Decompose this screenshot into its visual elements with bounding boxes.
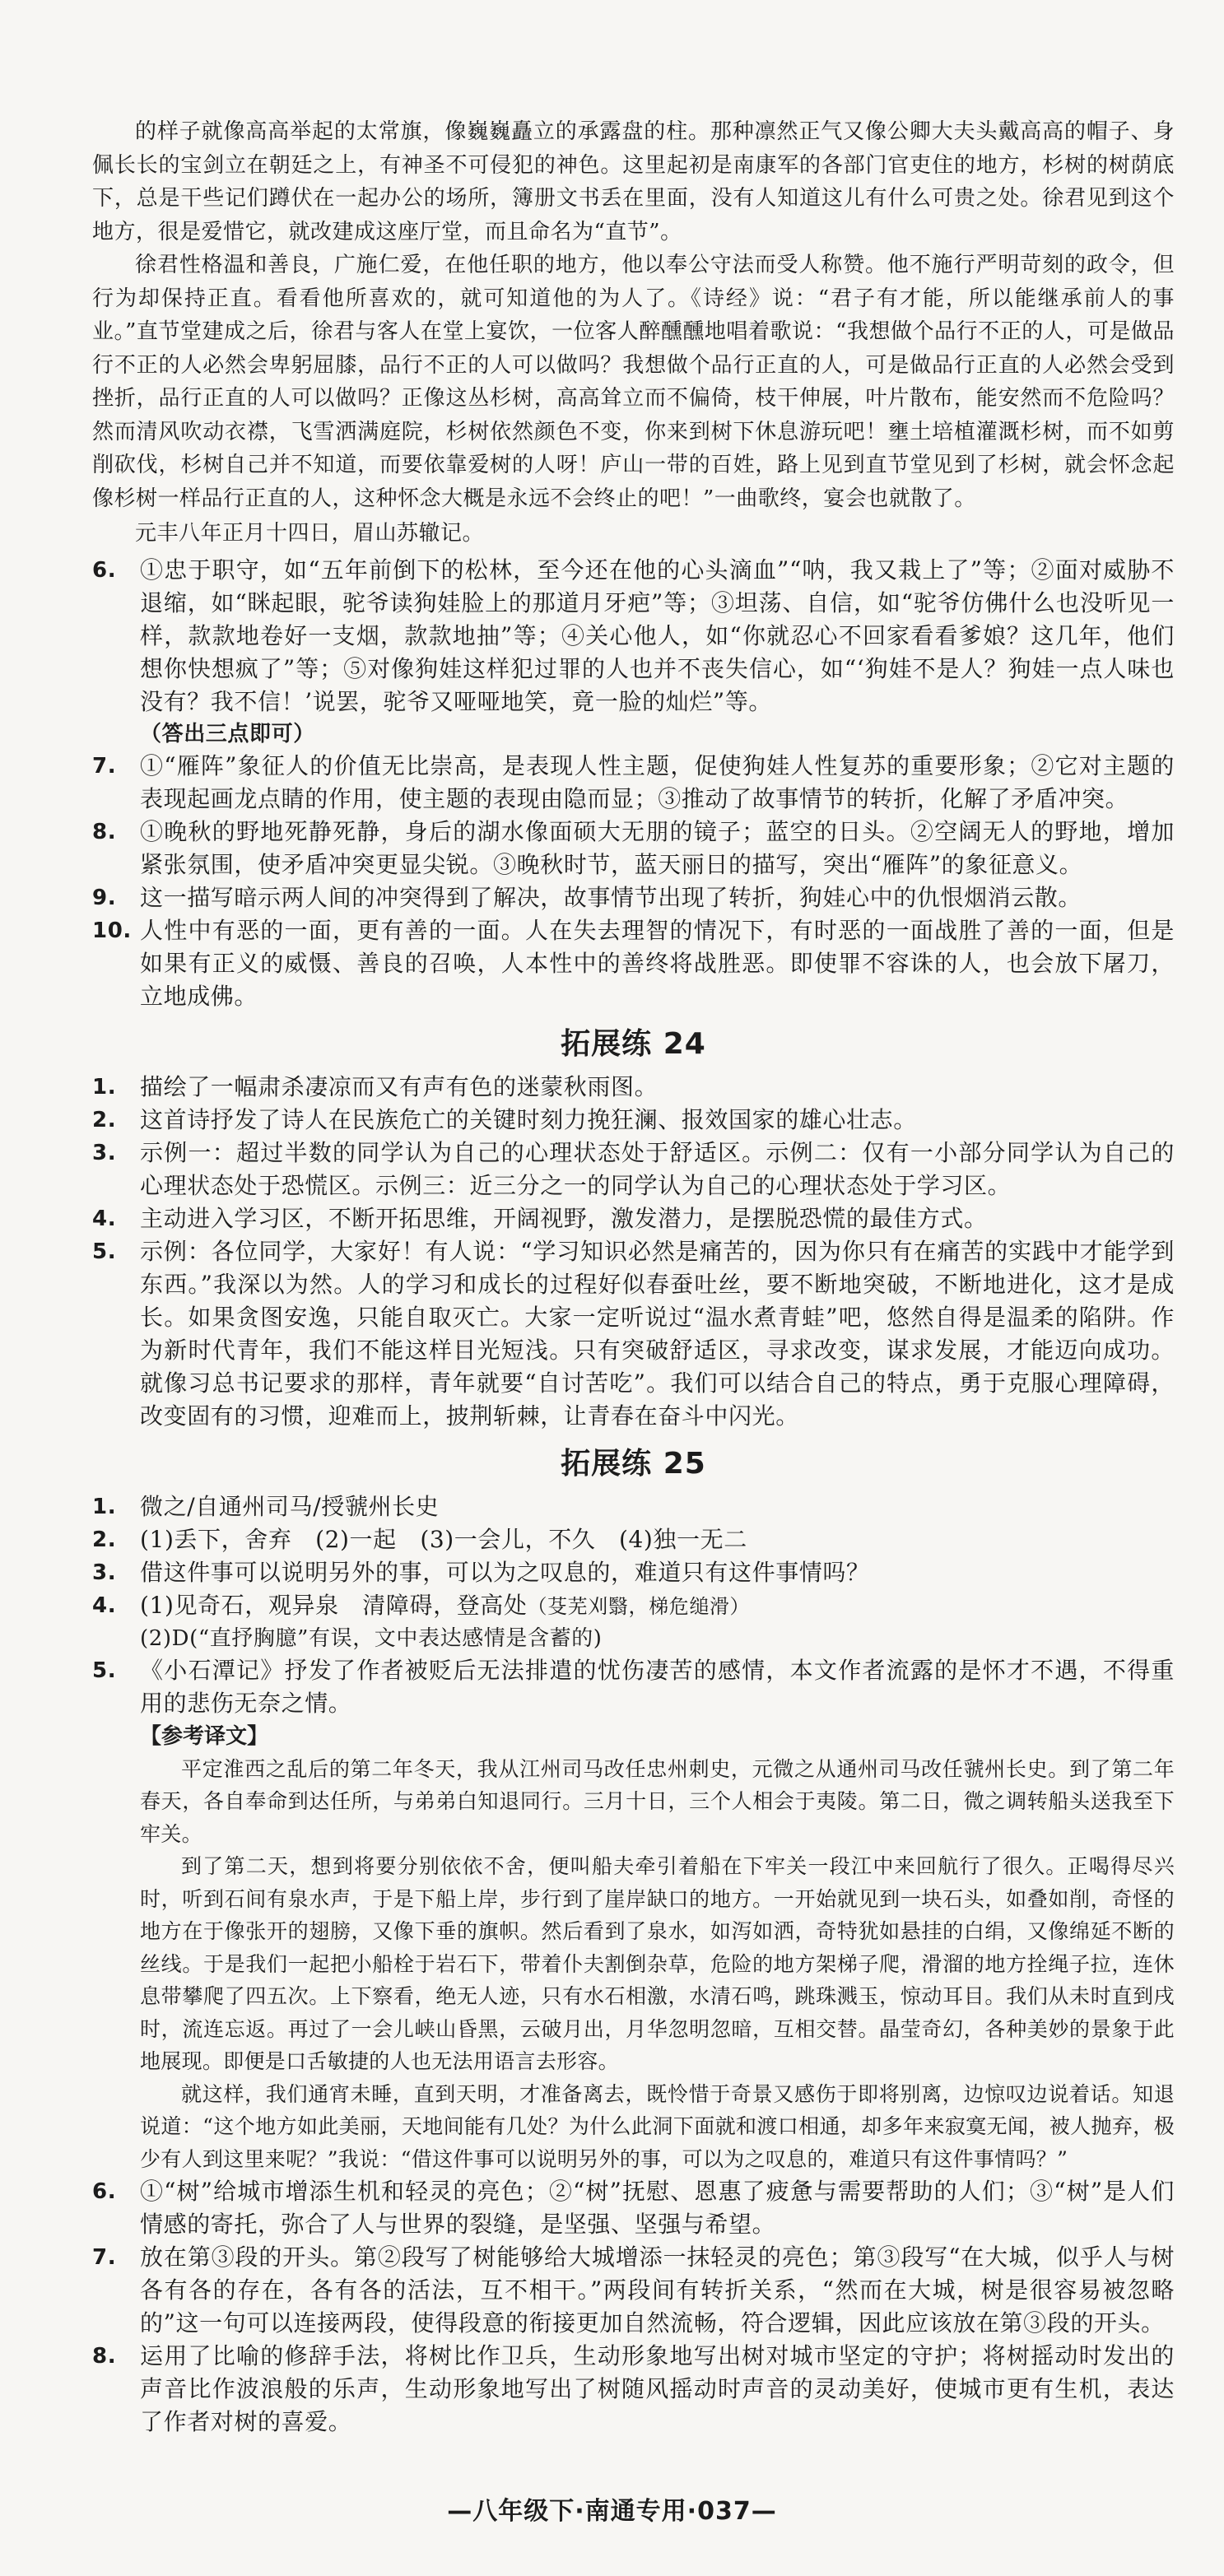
item-number: 4. [92, 1593, 117, 1618]
item-number: 3. [92, 1140, 117, 1165]
item-number: 7. [92, 753, 117, 779]
intro-paragraph-1: 的样子就像高高举起的太常旗，像巍巍矗立的承露盘的柱。那种凛然正气又像公卿大夫头戴高高的帽子、身佩长长的宝剑立在朝廷之上，有神圣不可侵犯的神色。这里起初是南康军的各部门官吏住的地方，杉树的树荫底下，总是干些记们蹲伏在一起办公的场所，簿册文书丢在里面，没有人知道这儿有什么可贵之处。徐君见到这个地方，很是爱惜它，就改建成这座厅堂，而且命名为“直节”。 [92, 119, 1175, 244]
item-number: 2. [92, 1107, 117, 1132]
item-text: 这首诗抒发了诗人在民族危亡的关键时刻力挽狂澜、报效国家的雄心壮志。 [140, 1105, 917, 1133]
item-text: 示例一：超过半数的同学认为自己的心理状态处于舒适区。示例二：仅有一小部分同学认为自己的心理状态处于恐慌区。示例三：近三分之一的同学认为自己的心理状态处于学习区。 [140, 1138, 1175, 1199]
answer-item [92, 914, 1175, 1013]
reference-translation-title: 【参考译文】 [140, 1723, 269, 1749]
intro-signoff: 元丰八年正月十四日，眉山苏辙记。 [135, 521, 485, 546]
item-text: 描绘了一幅肃杀凄凉而又有声有色的迷蒙秋雨图。 [140, 1072, 659, 1100]
answer-item [92, 816, 1175, 881]
intro-translation [92, 115, 1175, 551]
item-text: ①晚秋的野地死静死静，身后的湖水像面硕大无朋的镜子；蓝空的日头。②空阔无人的野地，增加紧张氛围，使矛盾冲突更显尖锐。③晚秋时节，蓝天丽日的描写，突出“雁阵”的象征意义。 [140, 817, 1175, 878]
answer-item [92, 881, 1175, 914]
section-24-list [92, 1071, 1175, 1433]
answer-item [92, 1589, 1175, 1654]
answer-item [92, 1654, 1175, 1720]
translation-paragraph-2: 到了第二天，想到将要分别依依不舍，便叫船夫牵引着船在下牢关一段江中来回航行了很久。正喝得尽兴时，听到石间有泉水声，于是下船上岸，步行到了崖岸缺口的地方。一开始就见到一块石头，如叠如削，奇怪的地方在于像张开的翅膀，又像下垂的旗帜。然后看到了泉水，如泻如洒，奇特犹如悬挂的白绢，又像绵延不断的丝线。于是我们一起把小船栓于岩石下，带着仆夫割倒杂草，危险的地方架梯子爬，滑溜的地方拴绳子拉，连休息带攀爬了四五次。上下察看，绝无人迹，只有水石相激，水清石鸣，跳珠溅玉，惊动耳目。我们从未时直到戌时，流连忘返。再过了一会儿峡山昏黑，云破月出，月华忽明忽暗，互相交替。晶莹奇幻，各种美妙的景象于此地展现。即便是口舌敏捷的人也无法用语言去形容。 [140, 1854, 1175, 2073]
item-number: 2. [92, 1527, 117, 1552]
answer-item [92, 750, 1175, 816]
item-number: 5. [92, 1239, 117, 1264]
answer-item [92, 1202, 1175, 1235]
item-number: 3. [92, 1560, 117, 1585]
item-number: 1. [92, 1494, 117, 1519]
item-number: 1. [92, 1074, 117, 1100]
item-text: ①“树”给城市增添生机和轻灵的亮色；②“树”抚慰、恩惠了疲惫与需要帮助的人们；③“树”是人们情感的寄托，弥合了人与世界的裂缝，是坚强、坚强与希望。 [140, 2178, 1175, 2238]
item-number: 8. [92, 2344, 117, 2369]
section-25-title: 拓展练 25 [561, 1446, 706, 1481]
item-subline: (2)D(“直抒胸臆”有误，文中表达感情是含蓄的) [140, 1625, 603, 1651]
intro-paragraph-2: 徐君性格温和善良，广施仁爱，在他任职的地方，他以奉公守法而受人称赞。他不施行严明苛刻的政令，但行为却保持正直。看看他所喜欢的，就可知道他的为人了。《诗经》说：“君子有才能，所以能继承前人的事业。”直节堂建成之后，徐君与客人在堂上宴饮，一位客人醉醺醺地唱着歌说：“我想做个品行不正的人，可是做品行不正的人必然会卑躬屈膝，品行不正的人可以做吗？我想做个品行正直的人，可是做品行正直的人必然会受到挫折，品行正直的人可以做吗？正像这丛杉树，高高耸立而不偏倚，枝干伸展，叶片散布，能安然而不危险吗？然而清风吹动衣襟，飞雪洒满庭院，杉树依然颜色不变，你来到树下休息游玩吧！壅土培植灌溉杉树，而不如剪削砍伐，杉树自己并不知道，而要依靠爱树的人呀！庐山一带的百姓，路上见到直节堂见到了杉树，就会怀念起像杉树一样品行正直的人，这种怀念大概是永远不会终止的吧！”一曲歌终，宴会也就散了。 [92, 253, 1175, 511]
translation-paragraph-1: 平定淮西之乱后的第二年冬天，我从江州司马改任忠州刺史，元微之从通州司马改任虢州长史。到了第二年春天，各自奉命到达任所，与弟弟白知退同行。三月十日，三个人相会于夷陵。第二日，微之调转船头送我至下牢关。 [140, 1756, 1175, 1846]
answer-item [92, 1556, 1175, 1589]
item-number: 10. [92, 918, 132, 943]
answer-item [92, 1235, 1175, 1433]
translation-paragraph-3: 就这样，我们通宵未睡，直到天明，才准备离去，既怜惜于奇景又感伤于即将别离，边惊叹边说着话。知退说道：“这个地方如此美丽，天地间能有几处？为什么此洞下面就和渡口相通，却多年来寂寞无闻，被人抛弃，极少有人到这里来呢？”我说：“借这件事可以说明另外的事，可以为之叹息的，难道只有这件事情吗？” [140, 2081, 1175, 2171]
item-number: 4. [92, 1206, 117, 1231]
item-text: 《小石潭记》抒发了作者被贬后无法排遣的忧伤凄苦的感情，本文作者流露的是怀才不遇，不得重用的悲伤无奈之情。 [140, 1656, 1175, 1717]
item-text: 人性中有恶的一面，更有善的一面。人在失去理智的情况下，有时恶的一面战胜了善的一面，但是如果有正义的威慑、善良的召唤，人本性中的善终将战胜恶。即使罪不容诛的人，也会放下屠刀，立地成佛。 [140, 916, 1175, 1010]
answer-item [92, 1523, 1175, 1556]
item-note: （答出三点即可） [140, 721, 315, 746]
item-text: 运用了比喻的修辞手法，将树比作卫兵，生动形象地写出树对城市坚定的守护；将树摇动时发出的声音比作波浪般的乐声，生动形象地写出了树随风摇动时声音的灵动美好，使城市更有生机，表达了作者对树的喜爱。 [140, 2342, 1175, 2435]
page-footer: —八年级下·南通专用·037— [447, 2497, 777, 2526]
item-text: 借这件事可以说明另外的事，可以为之叹息的，难道只有这件事情吗？ [140, 1558, 870, 1586]
answer-list-a [92, 554, 1175, 1013]
item-text: (1)丢下，舍弃 (2)一起 (3)一会儿，不久 (4)独一无二 [140, 1525, 747, 1553]
item-number: 7. [92, 2245, 117, 2270]
item-text: (1)见奇石，观异泉 清障碍，登高处 [140, 1591, 528, 1619]
item-text: ①忠于职守，如“五年前倒下的松林，至今还在他的心头滴血”“呐，我又栽上了”等；②面对威胁不退缩，如“眯起眼，驼爷读狗娃脸上的那道月牙疤”等；③坦荡、自信，如“驼爷仿佛什么也没听见一样，款款地卷好一支烟，款款地抽”等；④关心他人，如“你就忍心不回家看看爹娘？这几年，他们想你快想疯了”等；⑤对像狗娃这样犯过罪的人也并不丧失信心，如“‘狗娃不是人？狗娃一点人味也没有？我不信！’说罢，驼爷又哑哑地笑，竟一脸的灿烂”等。 [140, 556, 1175, 715]
item-text: 微之/自通州司马/授虢州长史 [140, 1492, 440, 1520]
answer-item [92, 2340, 1175, 2439]
item-number: 6. [92, 557, 117, 583]
item-text: 这一描写暗示两人间的冲突得到了解决，故事情节出现了转折，狗娃心中的仇恨烟消云散。 [140, 883, 1082, 911]
answer-item [92, 554, 1175, 750]
item-text: 示例：各位同学，大家好！有人说：“学习知识必然是痛苦的，因为你只有在痛苦的实践中才能学到东西。”我深以为然。人的学习和成长的过程好似春蚕吐丝，要不断地突破，不断地进化，这才是成长。如果贪图安逸，只能自取灭亡。大家一定听说过“温水煮青蛙”吧，悠然自得是温柔的陷阱。作为新时代青年，我们不能这样目光短浅。只有突破舒适区，寻求改变，谋求发展，才能迈向成功。就像习总书记要求的那样，青年就要“自讨苦吃”。我们可以结合自己的特点，勇于克服心理障碍，改变固有的习惯，迎难而上，披荆斩棘，让青春在奋斗中闪光。 [140, 1237, 1175, 1430]
answer-item [92, 2241, 1175, 2340]
answer-item [92, 1071, 1175, 1104]
answer-item [92, 1104, 1175, 1137]
item-number: 9. [92, 885, 117, 910]
answer-item [92, 1490, 1175, 1523]
section-25-list [92, 1490, 1175, 2439]
item-number: 6. [92, 2179, 117, 2204]
item-text: 主动进入学习区，不断开拓思维，开阔视野，激发潜力，是摆脱恐慌的最佳方式。 [140, 1204, 988, 1232]
item-number: 8. [92, 819, 117, 844]
section-24-title: 拓展练 24 [561, 1026, 706, 1061]
answer-item [92, 2175, 1175, 2241]
answer-item [92, 1137, 1175, 1202]
item-text: 放在第③段的开头。第②段写了树能够给大城增添一抹轻灵的亮色；第③段写“在大城，似乎人与树各有各的存在，各有各的活法，互不相干。”两段间有转折关系，“然而在大城，树是很容易被忽略的”这一句可以连接两段，使得段意的衔接更加自然流畅，符合逻辑，因此应该放在第③段的开头。 [140, 2244, 1175, 2337]
item-number: 5. [92, 1658, 117, 1683]
item-note: （芟芜刈翳，梯危缒滑） [527, 1594, 751, 1618]
item-text: ①“雁阵”象征人的价值无比崇高，是表现人性主题，促使狗娃人性复苏的重要形象；②它对主题的表现起画龙点睛的作用，使主题的表现由隐而显；③推动了故事情节的转折，化解了矛盾冲突。 [140, 751, 1175, 812]
